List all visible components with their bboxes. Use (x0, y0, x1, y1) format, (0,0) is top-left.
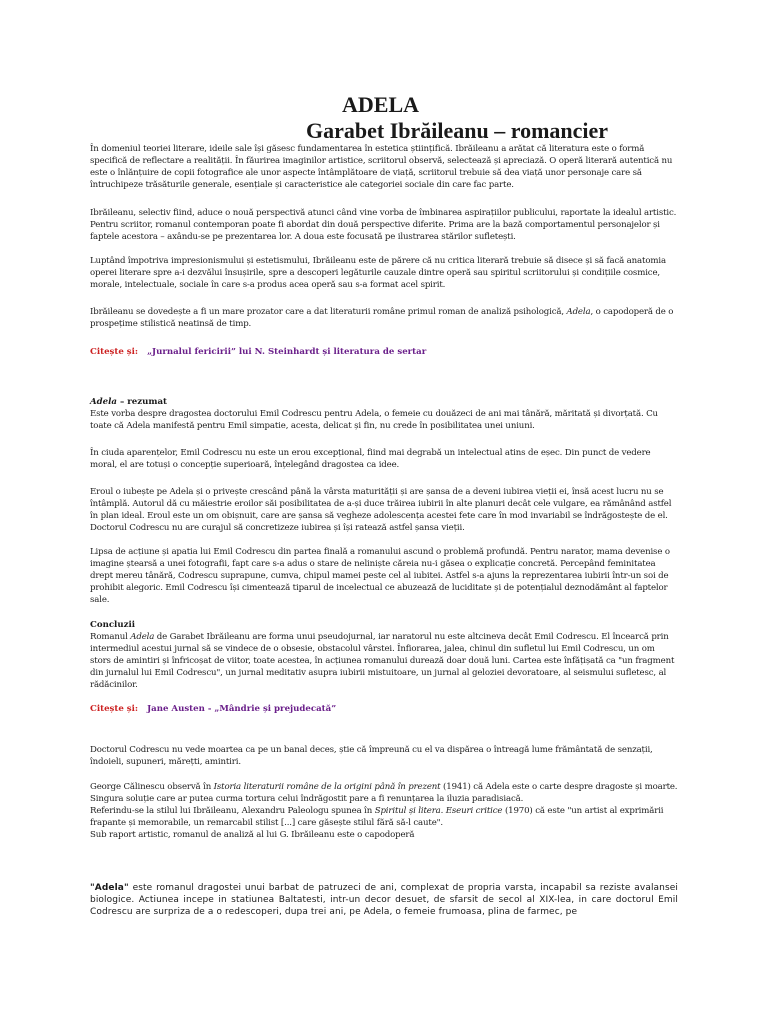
intro-paragraph-2: Ibrăileanu, selectiv fiind, aduce o nouă perspectivă atunci când vine vorba de îmbinarea aspirațiilor publicului, raportate la idealul artistic. Pentru scriitor, romanul contemporan poate fi abordat din două perspective diferite. Prima are la bază comportamentul personajelor și faptele acestora – axându-se pe prezentarea lor. A doua este focusată pe ilustrarea stărilor sufletești. (90, 208, 677, 242)
intro-paragraph-3: Luptând împotriva impresionismului și estetismului, Ibrăileanu este de părere că nu critica literară trebuie să disece și să facă anatomia operei literare spre a-i dezvălui însușirile, spre a descoperi legăturile cauzale dintre operă sau spiritul scriitorului și condițiile cosmice, morale, intelectuale, sociale în care s-a produs acea operă sau s-a format acel spirit. (90, 256, 666, 290)
summary-paragraph-1: Este vorba despre dragostea doctorului Emil Codrescu pentru Adela, o femeie cu douăzeci de ani mai tânără, măritată și divorțată. Cu toate că Adela manifestă pentru Emil simpatie, acesta, delicat și fin, nu crede în posibilitatea unei uniuni. (90, 409, 658, 431)
summary-heading: Adela – rezumat (90, 397, 168, 407)
read-also-label: Citește și: (90, 347, 139, 357)
intro-paragraph-4: Ibrăileanu se dovedește a fi un mare prozator care a dat literaturii române primul roman de analiză psihologică, Adela, o capodoperă de o prospețime stilistică neatinsă de timp. (90, 307, 674, 329)
read-also-link[interactable]: „Jurnalul fericirii” lui N. Steinhardt și literatura de sertar (147, 347, 427, 357)
closing-paragraph-1: Doctorul Codrescu nu vede moartea ca pe un banal deces, știe că împreună cu el va dispărea o întreagă lume frământată de senzații, îndoieli, supuneri, mărețti, amintiri. (90, 745, 653, 767)
final-paragraph: "Adela" este romanul dragostei unui barbat de patruzeci de ani, complexat de propria varsta, incapabil sa reziste avalansei biologice. Actiunea incepe in statiunea Baltatesti, intr-un decor desuet, de sfarsit de secol al XIX-lea, in care doctorul Emil Codrescu are surpriza de a o redescoperi, dupa trei ani, pe Adela, o femeie frumoasa, plina de farmec, pe (90, 883, 678, 917)
closing-paragraph-2: George Călinescu observă în Istoria literaturii române de la origini până în prezent (1941) că Adela este o carte despre dragoste și moarte. Singura soluție care ar putea curma tortura celui îndrăgostit pare a fi renunțarea la iluzia paradisiacă. Referindu-se la stilul lui Ibrăileanu, Alexandru Paleologu spunea în Spiritul și litera. Eseuri critice (1970) că este "un artist al exprimării frapante și memorabile, un remarcabil stilist [...] care găsește stilul fără să-l caute". Sub raport artistic, romanul de analiză al lui G. Ibrăileanu este o capodoperă (90, 782, 678, 840)
summary-paragraph-3: Eroul o iubește pe Adela și o privește crescând până la vârsta maturității și are șansa de a deveni iubirea vieții ei, însă acest lucru nu se întâmplă. Autorul dă cu măiestrie eroilor săi posibilitatea de a-și duce trăirea iubirii în alte planuri decât cele vulgare, ea rămânând astfel în plan ideal. Eroul este un om obișnuit, care are șansa să vegheze adolescența acestei fete care în mod invariabil se îndrăgostește de el. Doctorul Codrescu nu are curajul să concretizeze iubirea și își ratează astfel șansa vieții. (90, 487, 672, 533)
read-also-1 (90, 346, 426, 358)
conclusions-heading: Concluzii (90, 620, 135, 630)
intro-paragraph-1: În domeniul teoriei literare, ideile sale își găsesc fundamentarea în estetica științifică. Ibrăileanu a arătat că literatura este o formă specifică de reflectare a realității. În făurirea imaginilor artistice, scriitorul observă, selectează și apreciază. O operă literară autentică nu este o înlănțuire de copii fotografice ale unor aspecte întâmplătoare de viață, scriitorul trebuie să dea viață unor personaje care să întruchipeze trăsăturile generale, esențiale și caracteristice ale categoriei sociale din care fac parte. (90, 144, 673, 190)
read-also-label: Citește și: (90, 704, 139, 714)
read-also-link[interactable]: Jane Austen - „Mândrie și prejudecată” (147, 704, 337, 714)
title-block (0, 92, 768, 144)
read-also-2 (90, 703, 336, 715)
conclusions-paragraph: Romanul Adela de Garabet Ibrăileanu are forma unui pseudojurnal, iar naratorul nu este altcineva decât Emil Codrescu. El încearcă prin intermediul acestui jurnal să se vindece de o obsesie, obstacolul vârstei. Înfiorarea, jalea, chinul din sufletul lui Emil Codrescu, un om stors de amintiri și înfricoșat de viitor, toate acestea, în acțiunea romanului durează doar două luni. Cartea este înfățișată ca "un fragment din jurnalul lui Emil Codrescu", un jurnal meditativ asupra iubirii mistuitoare, un jurnal al geloziei devoratoare, al seismului sufletesc, al rădăcinilor. (90, 632, 675, 690)
document-subtitle: Garabet Ibrăileanu – romancier (306, 118, 609, 143)
summary-paragraph-4: Lipsa de acțiune și apatia lui Emil Codrescu din partea finală a romanului ascund o problemă profundă. Pentru narator, mama devenise o imagine ștearsă a unei fotografii, fapt care s-a adus o stare de neliniște căreia nu-i găsea o explicație concretă. Percepând feminitatea drept mereu tânără, Codrescu suprapune, cumva, chipul mamei peste cel al iubitei. Astfel s-a ajuns la reprezentarea iubirii într-un soi de prohibit alegoric. Emil Codrescu își cimentează tiparul de incelectual ce abuzează de luciditate și de potențialul deznodământ al faptelor sale. (90, 547, 670, 605)
document-title: ADELA (342, 92, 420, 117)
summary-paragraph-2: În ciuda aparențelor, Emil Codrescu nu este un erou excepțional, fiind mai degrabă un intelectual atins de eșec. Din punct de vedere moral, el are totuși o concepție superioară, înțelegând dragostea ca idee. (90, 448, 651, 470)
